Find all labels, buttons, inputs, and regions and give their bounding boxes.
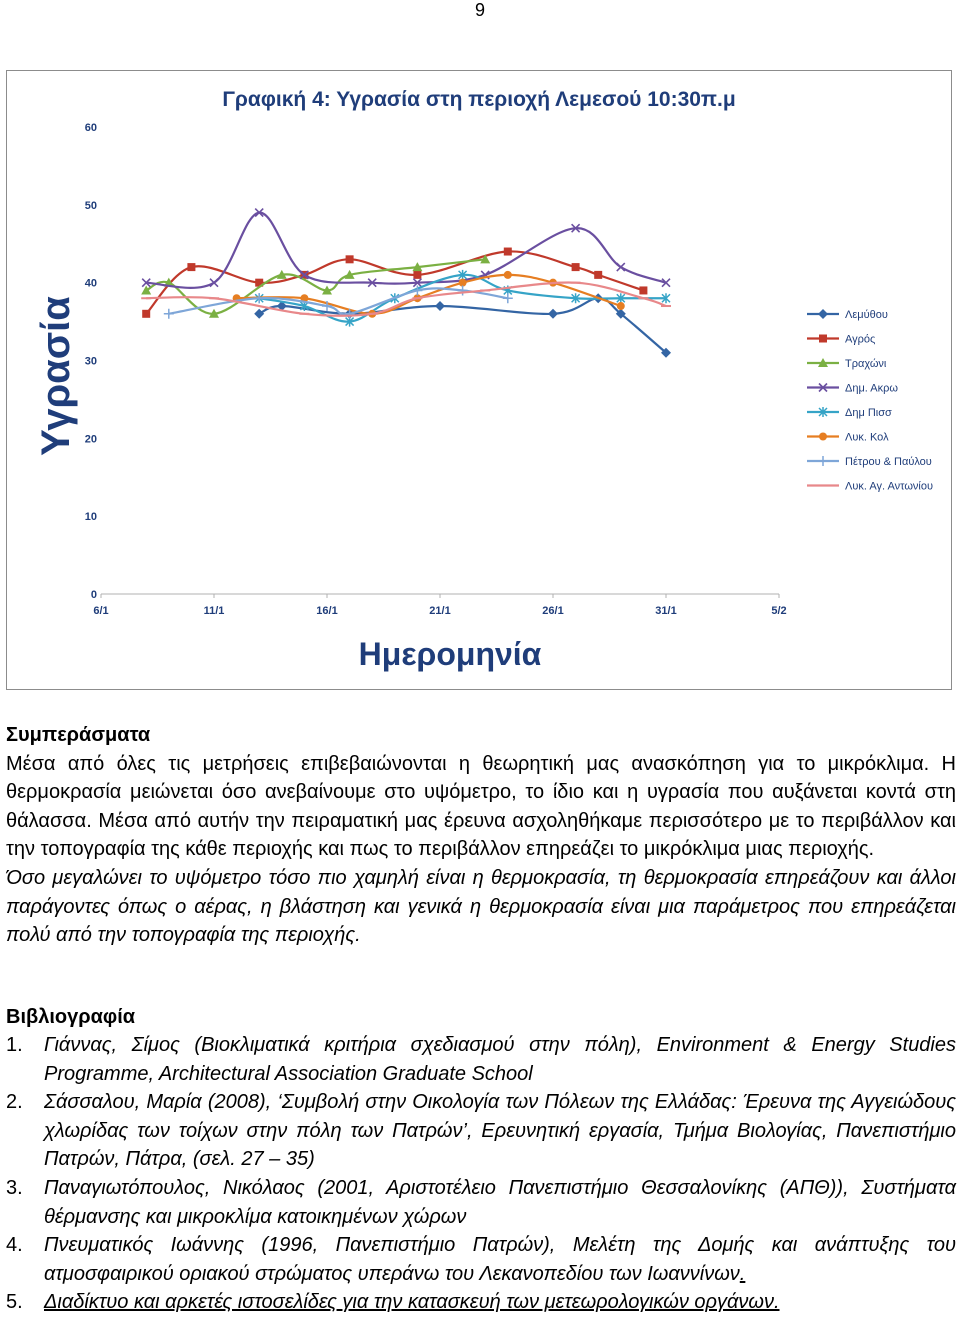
data-point	[187, 263, 195, 271]
data-point	[617, 302, 625, 310]
legend-marker	[818, 309, 828, 319]
chart-title: Γραφική 4: Υγρασία στη περιοχή Λεμεσού 10:30π.μ	[222, 88, 736, 111]
conclusions-italic-paragraph: Όσο μεγαλώνει το υψόμετρο τόσο πιο χαμηλή είναι η θερμοκρασία, τη θερμοκρασία επηρεάζουν και άλλοι παράγοντες όπως ο αέρας, η βλάστηση και γενικά η θερμοκρασία είναι μια παράμετρος που επηρεάζεται πολύ από την τοπογραφία της περιοχής.	[6, 866, 956, 947]
data-point	[435, 301, 445, 311]
data-point	[504, 271, 512, 279]
bibliography-item-text: Γιάννας, Σίμος (Βιοκλιματικά κριτήρια σχεδιασμού στην πόλη), Environment & Energy Studies Programme, Architectural Association Graduate School	[44, 1034, 956, 1085]
legend-label: Λεμύθου	[845, 309, 888, 321]
data-point	[254, 309, 264, 319]
legend-item	[807, 309, 888, 321]
bibliography-item-number: 2.	[6, 1091, 23, 1114]
legend-label: Αγρός	[845, 333, 876, 346]
axes	[85, 122, 787, 617]
x-axis-title: Ημερομηνία	[358, 636, 542, 672]
humidity-chart-figure	[6, 70, 952, 690]
x-tick-label: 5/2	[771, 605, 787, 617]
legend-label: Δημ Πισσ	[845, 407, 892, 419]
bibliography-item-text	[44, 1231, 956, 1288]
bibliography-item-text: Διαδίκτυο και αρκετές ιστοσελίδες για την κατασκευή των μετεωρολογικών οργάνων.	[44, 1291, 780, 1314]
y-tick-label: 0	[90, 589, 97, 601]
page-number: 9	[474, 0, 485, 20]
bibliography-item	[6, 1288, 956, 1317]
y-tick-label: 10	[84, 511, 97, 524]
legend-marker	[819, 335, 827, 343]
legend-item	[807, 407, 892, 419]
y-tick-label: 30	[84, 355, 97, 368]
legend-label: Πέτρου & Παύλου	[845, 456, 932, 468]
x-tick-label: 26/1	[542, 605, 564, 617]
data-point	[210, 279, 218, 287]
data-point	[413, 271, 421, 279]
conclusions-paragraph: Μέσα από όλες τις μετρήσεις επιβεβαιώνονται η θεωρητική μας ανασκόπηση για το μικρόκλιμα. Η θερμοκρασία μειώνεται όσο ανεβαίνουμε στο υψόμετρο, το ίδιο και η υγρασία που αυξάνεται κοντά στη θάλασσα. Μέσα από αυτήν την πειραματική μας έρευνα ασχοληθήκαμε περισσότερο με το περιβάλλον και την τοπογραφία της κάθε περιοχής και πως το περιβάλλον επηρεάζει το μικρόκλιμα μιας περιοχής.	[6, 752, 956, 861]
legend	[807, 309, 933, 493]
x-tick-label: 11/1	[203, 605, 225, 617]
legend-item	[807, 481, 933, 493]
legend-item	[807, 432, 889, 444]
data-point	[572, 263, 580, 271]
y-tick-label: 40	[84, 277, 97, 290]
legend-item	[807, 334, 875, 346]
data-point	[346, 255, 354, 263]
conclusions-section	[6, 721, 956, 950]
legend-label: Λυκ. Αγ. Αντωνίου	[845, 480, 934, 493]
bibliography-item-text: Παναγιωτόπουλος, Νικόλαος (2001, Αριστοτέλειο Πανεπιστήμιο Θεσσαλονίκης (ΑΠΘ)), Συστήματα θέρμανσης και μικροκλίμα κατοικημένων χώρων	[44, 1176, 956, 1228]
legend-item	[807, 358, 887, 370]
x-tick-label: 16/1	[316, 605, 338, 617]
data-point	[504, 248, 512, 256]
legend-label: Λυκ. Κολ	[845, 431, 889, 444]
bibliography-heading: Βιβλιογραφία	[6, 1006, 136, 1028]
bibliography-item-number: 3.	[6, 1176, 23, 1199]
bibliography-item-text: Σάσσαλου, Μαρία (2008), ‘Συμβολή στην Οικολογία των Πόλεων της Ελλάδας: Έρευνα της Αγγειώδους χλωρίδας των τοίχων στην πόλη των Πατρών’, Ερευνητική εργασία, Τμήμα Βιολογίας, Πανεπιστήμιο Πατρών, Πάτρα, (σελ. 27 – 35)	[44, 1091, 956, 1171]
y-tick-label: 60	[84, 122, 97, 134]
conclusions-heading: Συμπεράσματα	[6, 724, 151, 746]
humidity-line-chart	[7, 71, 951, 689]
legend-marker	[819, 433, 827, 441]
bibliography-item-suffix: .	[739, 1262, 746, 1285]
legend-item	[807, 383, 898, 395]
legend-label: Τραχώνι	[845, 358, 887, 370]
bibliography-item-number: 1.	[6, 1034, 23, 1056]
data-point	[617, 263, 625, 271]
bibliography-item	[6, 1174, 956, 1231]
bibliography-item-text-main: Πνευματικός Ιωάννης (1996, Πανεπιστήμιο Πατρών), Μελέτη της Δομής και ανάπτυξης του ατμοσφαιρικού οριακού στρώματος υπεράνω του Λεκανοπεδίου των Ιωαννίνων	[44, 1234, 956, 1285]
data-point	[164, 309, 174, 319]
y-tick-label: 50	[84, 199, 97, 212]
y-axis-title: Υγρασία	[34, 296, 78, 456]
series-line	[146, 213, 666, 288]
bibliography-item	[6, 1031, 956, 1088]
x-tick-label: 21/1	[429, 605, 451, 617]
series-group	[141, 209, 671, 358]
series-1	[254, 293, 671, 357]
data-point	[594, 271, 602, 279]
x-tick-label: 6/1	[93, 605, 109, 617]
series-line	[259, 298, 666, 352]
x-tick-label: 31/1	[655, 605, 677, 617]
legend-item	[807, 456, 932, 468]
data-point	[548, 309, 558, 319]
data-point	[142, 310, 150, 318]
bibliography-item	[6, 1088, 956, 1174]
data-point	[639, 286, 647, 294]
y-tick-label: 20	[84, 433, 97, 446]
bibliography-item-number: 5.	[6, 1291, 23, 1314]
bibliography-item	[6, 1231, 956, 1288]
bibliography-list	[6, 1031, 956, 1317]
bibliography-item-number: 4.	[6, 1234, 23, 1257]
series-4	[142, 209, 670, 288]
legend-label: Δημ. Ακρω	[845, 382, 898, 395]
legend-marker	[818, 456, 828, 466]
